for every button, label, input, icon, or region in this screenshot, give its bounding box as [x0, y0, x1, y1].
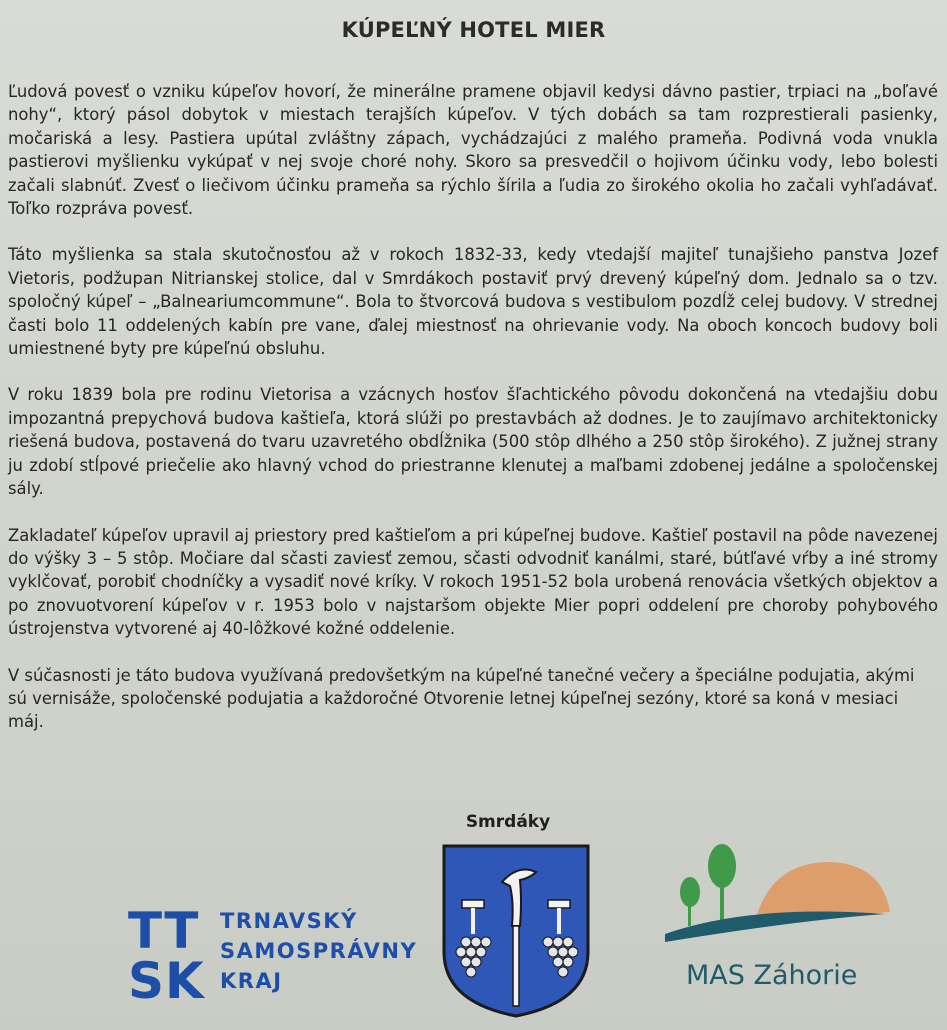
- mas-landscape-icon: [660, 842, 890, 957]
- tsk-line-2: SAMOSPRÁVNY: [220, 939, 418, 963]
- mas-zahorie-logo: [660, 842, 890, 1002]
- paragraph-legend: Ľudová povesť o vzniku kúpeľov hovorí, že minerálne pramene objavil kedysi dávno pastier, trpiaci na „boľavé nohy“, ktorý pásol dobytok v miestach terajších kúpeľov. V tých dobách sa tam rozprestierali pasienky, močariská a lesy. Pastiera upútal zvláštny zápach, vychádzajúci z malého prameňa. Podivná voda vnukla pastierovi myšlienku vykúpať v nej svoje choré nohy. Skoro sa presvedčil o hojivom účinku vody, lebo bolesti začali slabnúť. Zvesť o liečivom účinku prameňa sa rýchlo šírila a ľudia zo širokého okolia ho začali vyhľadávať. Toľko rozpráva povesť.: [8, 82, 938, 219]
- tsk-name: [220, 906, 417, 996]
- board-title: KÚPEĽNÝ HOTEL MIER: [341, 18, 606, 42]
- coat-of-arms-icon: [440, 842, 592, 1020]
- tsk-logo: [128, 902, 418, 1010]
- paragraph-first-spa: Táto myšlienka sa stala skutočnosťou až v rokoch 1832-33, kedy vtedajší majiteľ tunajšieho panstva Jozef Vietoris, podžupan Nitrianskej stolice, dal v Smrdákoch postaviť prvý drevený kúpeľný dom. Jednalo sa o tzv. spoločný kúpeľ – „Balneariumcommune“. Bola to štvorcová budova s vestibulom pozdĺž celej budovy. V strednej časti bolo 11 oddelených kabín pre vane, ďalej miestnosť na ohrievanie vody. Na oboch koncoch budovy boli umiestnené byty pre kúpeľnú obsluhu.: [8, 245, 938, 359]
- tsk-letters-top: TT: [128, 902, 200, 960]
- paragraph-manor: V roku 1839 bola pre rodinu Vietorisa a vzácnych hosťov šľachtického pôvodu dokončená na vtedajšiu dobu impozantná prepychová budova kaštieľa, ktorá slúži po prestavbách až dodnes. Je to zaujímavo architektonicky riešená budova, postavená do tvaru uzavretého obdĺžnika (500 stôp dlhého a 250 stôp širokého). Z južnej strany ju zdobí stĺpové priečelie ako hlavný vchod do priestranne klenutej a maľbami zdobenej jedálne a spoločenskej sály.: [8, 385, 938, 499]
- tsk-line-1: TRNAVSKÝ: [220, 909, 358, 933]
- smrdaky-crest: [440, 812, 592, 1024]
- paragraph-grounds: Zakladateľ kúpeľov upravil aj priestory pred kaštieľom a pri kúpeľnej budove. Kaštieľ postavil na pôde navezenej do výšky 3 – 5 stôp. Močiare dal sčasti zaviesť zemou, sčasti odvodniť kanálmi, staré, bútľavé vŕby a iné stromy vyklčovať, porobiť chodníčky a vysadiť nové kríky. V rokoch 1951-52 bola urobená renovácia všetkých objektov a po znovuotvorení kúpeľov v r. 1953 bolo v najstaršom objekte Mier popri oddelení pre choroby pohybového ústrojenstva vytvorené aj 40-lôžkové kožné oddelenie.: [8, 525, 938, 639]
- paragraph-present: V súčasnosti je táto budova využívaná predovšetkým na kúpeľné tanečné večery a špeciálne podujatia, akými sú vernisáže, spoločenské podujatia a každoročné Otvorenie letnej kúpeľnej sezóny, ktoré sa koná v mesiaci máj.: [8, 665, 915, 732]
- tsk-letters-bottom: SK: [128, 952, 205, 1010]
- tsk-line-3: KRAJ: [220, 969, 283, 993]
- crest-label: Smrdáky: [465, 812, 551, 832]
- mas-label: MAS Záhorie: [686, 960, 858, 991]
- board-text: [8, 80, 938, 757]
